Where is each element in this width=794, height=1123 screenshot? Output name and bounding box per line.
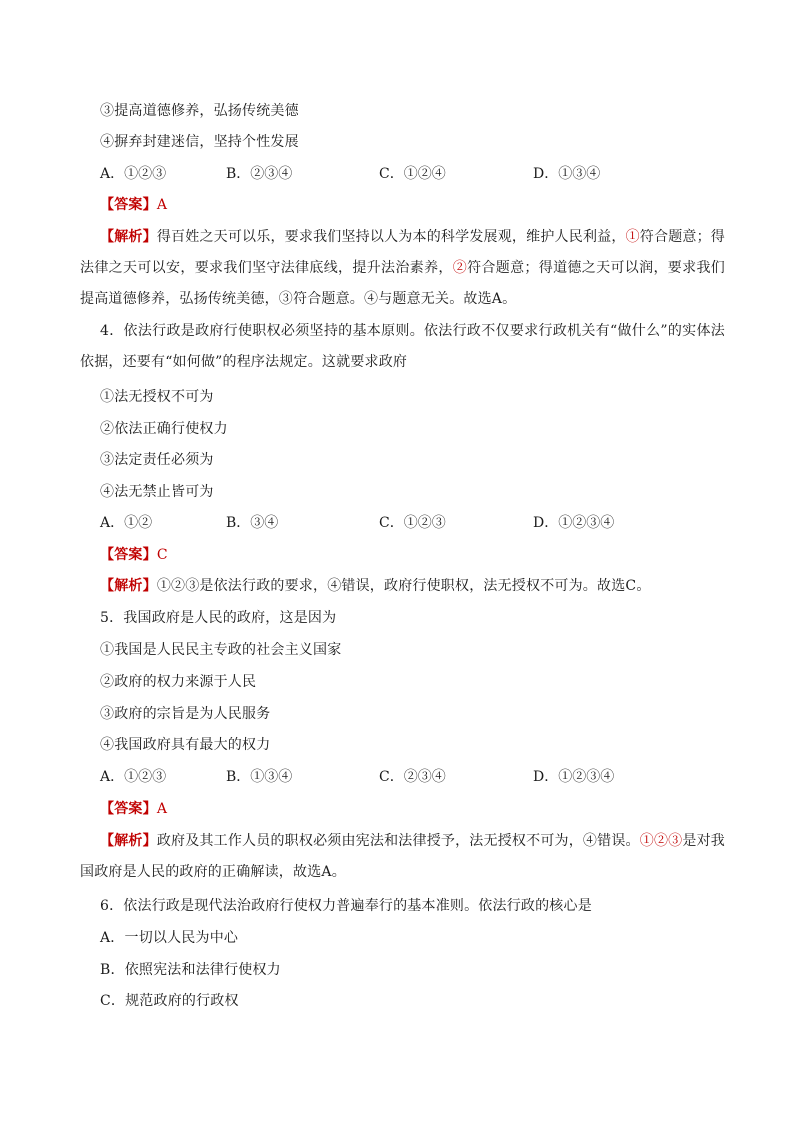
analysis-text: 符合题意；得道德之天可以润，要求我们提高道德修养，弘扬传统美德，③符合题意。④与题意无关。故选A。 xyxy=(80,260,725,307)
answer-label: 【答案】 xyxy=(100,197,157,213)
q4-analysis xyxy=(100,576,651,596)
analysis-text: 得百姓之天可以乐，要求我们坚持以人为本的科学发展观，维护人民利益， xyxy=(156,229,626,245)
q3-options xyxy=(0,164,794,184)
analysis-label: 【解析】 xyxy=(100,229,157,245)
analysis-text: 政府及其工作人员的职权必须由宪法和法律授予，法无授权不可为，④错误。 xyxy=(156,833,640,849)
q3-option-d: D．①③④ xyxy=(533,166,601,182)
analysis-text: 是对我国政府是人民的政府的正确解读，故选A。 xyxy=(80,833,725,880)
answer-value: A xyxy=(156,197,168,213)
analysis-label: 【解析】 xyxy=(100,578,157,594)
analysis-highlight: ①②③ xyxy=(639,833,683,849)
q3-option-b: B．②③④ xyxy=(226,166,293,182)
q5-analysis xyxy=(80,826,725,888)
q3-answer xyxy=(100,195,167,215)
q6-stem: 6．依法行政是现代法治政府行使权力普遍奉行的基本准则。依法行政的核心是 xyxy=(100,898,592,914)
q5-option-a: A．①②③ xyxy=(100,769,167,785)
q4-stem-text: 4．依法行政是政府行使职权必须坚持的基本原则。依法行政不仅要求行政机关有“做什么”的实体法依据，还要有“如何做”的程序法规定。这就要求政府 xyxy=(80,323,725,370)
q4-item-1: ①法无授权不可为 xyxy=(100,389,214,405)
answer-value: C xyxy=(156,547,168,563)
q4-item-2: ②依法正确行使权力 xyxy=(100,421,228,437)
q4-item-4: ④法无禁止皆可为 xyxy=(100,484,214,500)
q5-answer xyxy=(100,799,167,819)
q4-item-3: ③法定责任必须为 xyxy=(100,452,214,468)
analysis-text: ①②③是依法行政的要求，④错误，政府行使职权，法无授权不可为。故选C。 xyxy=(156,578,651,594)
q4-stem xyxy=(80,316,725,378)
q3-item-3: ③提高道德修养，弘扬传统美德 xyxy=(100,103,299,119)
q6-option-a: A．一切以人民为中心 xyxy=(100,930,239,946)
q3-option-a: A．①②③ xyxy=(100,166,167,182)
q5-item-4: ④我国政府具有最大的权力 xyxy=(100,737,271,753)
q4-option-b: B．③④ xyxy=(226,515,279,531)
q4-option-c: C．①②③ xyxy=(379,515,446,531)
analysis-highlight: ① xyxy=(625,229,640,245)
q4-option-d: D．①②③④ xyxy=(533,515,615,531)
q4-options xyxy=(0,513,794,533)
q4-option-a: A．①② xyxy=(100,515,153,531)
q3-option-c: C．①②④ xyxy=(379,166,446,182)
q5-item-3: ③政府的宗旨是为人民服务 xyxy=(100,706,271,722)
q5-options xyxy=(0,767,794,787)
q6-option-c: C．规范政府的行政权 xyxy=(100,993,239,1009)
q5-item-1: ①我国是人民民主专政的社会主义国家 xyxy=(100,642,342,658)
q5-option-b: B．①③④ xyxy=(226,769,293,785)
q3-analysis xyxy=(80,222,725,315)
q6-option-b: B．依照宪法和法律行使权力 xyxy=(100,962,281,978)
q5-stem: 5．我国政府是人民的政府，这是因为 xyxy=(100,610,337,626)
answer-label: 【答案】 xyxy=(100,547,157,563)
q5-option-c: C．②③④ xyxy=(379,769,446,785)
answer-value: A xyxy=(156,801,168,817)
analysis-highlight: ② xyxy=(452,260,468,276)
analysis-text: 符合题意；得法律之天可以安，要求我们坚守法律底线，提升法治素养， xyxy=(80,229,726,276)
analysis-label: 【解析】 xyxy=(100,833,157,849)
q3-item-4: ④摒弃封建迷信，坚持个性发展 xyxy=(100,134,299,150)
q5-option-d: D．①②③④ xyxy=(533,769,615,785)
q4-answer xyxy=(100,545,168,565)
q5-item-2: ②政府的权力来源于人民 xyxy=(100,674,257,690)
answer-label: 【答案】 xyxy=(100,801,157,817)
